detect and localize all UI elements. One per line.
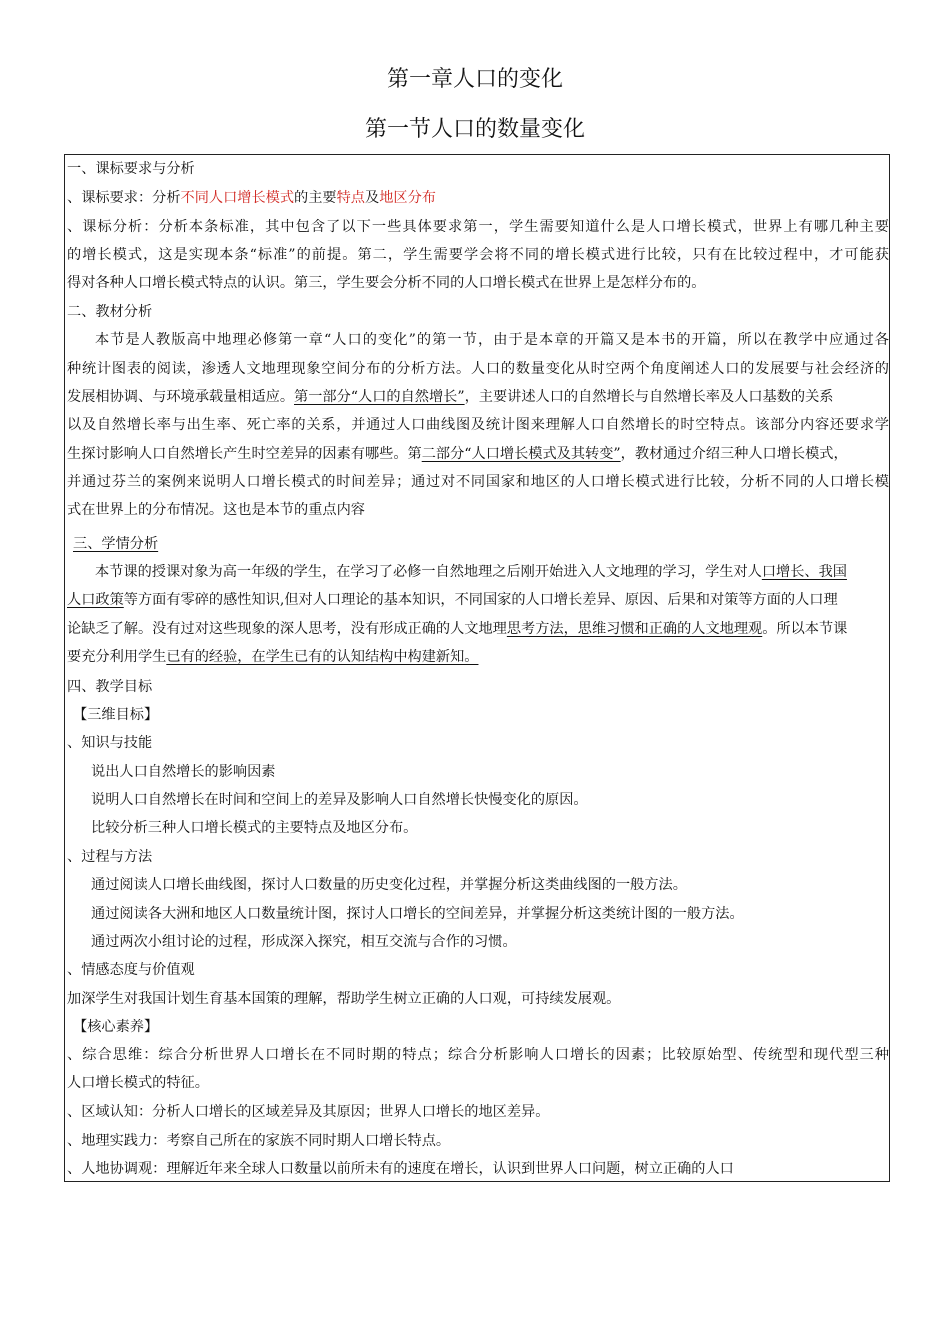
s3-heading: 三、学情分析: [73, 536, 159, 552]
s2-line: 并通过芬兰的案例来说明人口增长模式的时间差异；通过对不同国家和地区的人口增长模式进行比较，分析不同的人口增长模: [67, 474, 889, 490]
knowledge-item: 比较分析三种人口增长模式的主要特点及地区分布。: [91, 820, 418, 836]
s1-heading: 一、课标要求与分析: [67, 161, 195, 177]
s3-line: 本节课的授课对象为高一年级的学生，在学习了必修一自然地理之后刚开始进入人文地理的学习，学生对人口增长、我国: [95, 564, 847, 580]
process-item: 通过两次小组讨论的过程，形成深入探究，相互交流与合作的习惯。: [91, 934, 517, 950]
s2-line: 种统计图表的阅读，渗透人文地理现象空间分布的分析方法。人口的数量变化从时空两个角度阐述人口的发展要与社会经济的: [67, 361, 889, 377]
s1-analysis-line: 的增长模式，这是实现本条“标准”的前提。第二，学生需要学会将不同的增长模式进行比较，只有在比较过程中，才可能获: [67, 247, 889, 263]
process-method-heading: 、过程与方法: [67, 849, 153, 865]
values-heading: 、情感态度与价值观: [67, 962, 195, 978]
knowledge-skills-heading: 、知识与技能: [67, 735, 153, 751]
core-literacy-item: 、地理实践力：考察自己所在的家族不同时期人口增长特点。: [67, 1133, 451, 1149]
s2-line: 发展相协调、与环境承载量相适应。第一部分“人口的自然增长”，主要讲述人口的自然增长与自然增长率及人口基数的关系: [67, 389, 834, 405]
knowledge-item: 说出人口自然增长的影响因素: [91, 764, 276, 780]
s2-line: 以及自然增长率与出生率、死亡率的关系，并通过人口曲线图及统计图来理解人口自然增长的时空特点。该部分内容还要求学: [67, 417, 889, 433]
s3-line: 人口政策等方面有零碎的感性知识,但对人口理论的基本知识，不同国家的人口增长差异、原因、后果和对策等方面的人口理: [67, 592, 838, 608]
core-literacy-item: 、综合思维：综合分析世界人口增长在不同时期的特点；综合分析影响人口增长的因素；比较原始型、传统型和现代型三种: [67, 1047, 889, 1063]
core-literacy-item: 、人地协调观：理解近年来全球人口数量以前所未有的速度在增长，认识到世界人口问题，树立正确的人口: [67, 1161, 734, 1177]
three-dim-goals-heading: 【三维目标】: [73, 707, 159, 723]
s3-line: 论缺乏了解。没有过对这些现象的深人思考，没有形成正确的人文地理思考方法，思维习惯和正确的人文地理观。所以本节课: [67, 621, 848, 637]
knowledge-item: 说明人口自然增长在时间和空间上的差异及影响人口自然增长快慢变化的原因。: [91, 792, 588, 808]
s2-heading: 二、教材分析: [67, 304, 153, 320]
chapter-title: 第一章人口的变化: [386, 67, 563, 92]
values-item: 加深学生对我国计划生育基本国策的理解，帮助学生树立正确的人口观，可持续发展观。: [67, 991, 621, 1007]
s1-analysis-line: 、课标分析：分析本条标准，其中包含了以下一些具体要求第一，学生需要知道什么是人口增长模式，世界上有哪几种主要: [67, 219, 889, 235]
s4-heading: 四、教学目标: [67, 679, 153, 695]
process-item: 通过阅读人口增长曲线图，探讨人口数量的历史变化过程，并掌握分析这类曲线图的一般方法。: [91, 877, 687, 893]
s3-line: 要充分利用学生已有的经验，在学生已有的认知结构中构建新知。: [67, 649, 479, 665]
s2-line: 生探讨影响人口自然增长产生时空差异的因素有哪些。第二部分“人口增长模式及其转变”，教材通过介绍三种人口增长模式，: [67, 446, 848, 462]
core-literacy-item: 、区域认知：分析人口增长的区域差异及其原因；世界人口增长的地区差异。: [67, 1104, 550, 1120]
lesson-plan-table: [64, 154, 890, 1182]
process-item: 通过阅读各大洲和地区人口数量统计图，探讨人口增长的空间差异，并掌握分析这类统计图的一般方法。: [91, 906, 744, 922]
core-literacy-heading: 【核心素养】: [73, 1019, 159, 1035]
s1-requirement: 、课标要求：分析不同人口增长模式的主要特点及地区分布: [67, 190, 436, 206]
s2-line: 式在世界上的分布情况。这也是本节的重点内容: [67, 502, 365, 518]
core-literacy-item: 人口增长模式的特征。: [67, 1075, 209, 1091]
s1-analysis-line: 得对各种人口增长模式特点的认识。第三，学生要会分析不同的人口增长模式在世界上是怎样分布的。: [67, 275, 706, 291]
section-title: 第一节人口的数量变化: [364, 117, 585, 142]
s2-line: 本节是人教版高中地理必修第一章“人口的变化”的第一节，由于是本章的开篇又是本书的开篇，所以在教学中应通过各: [95, 332, 889, 348]
